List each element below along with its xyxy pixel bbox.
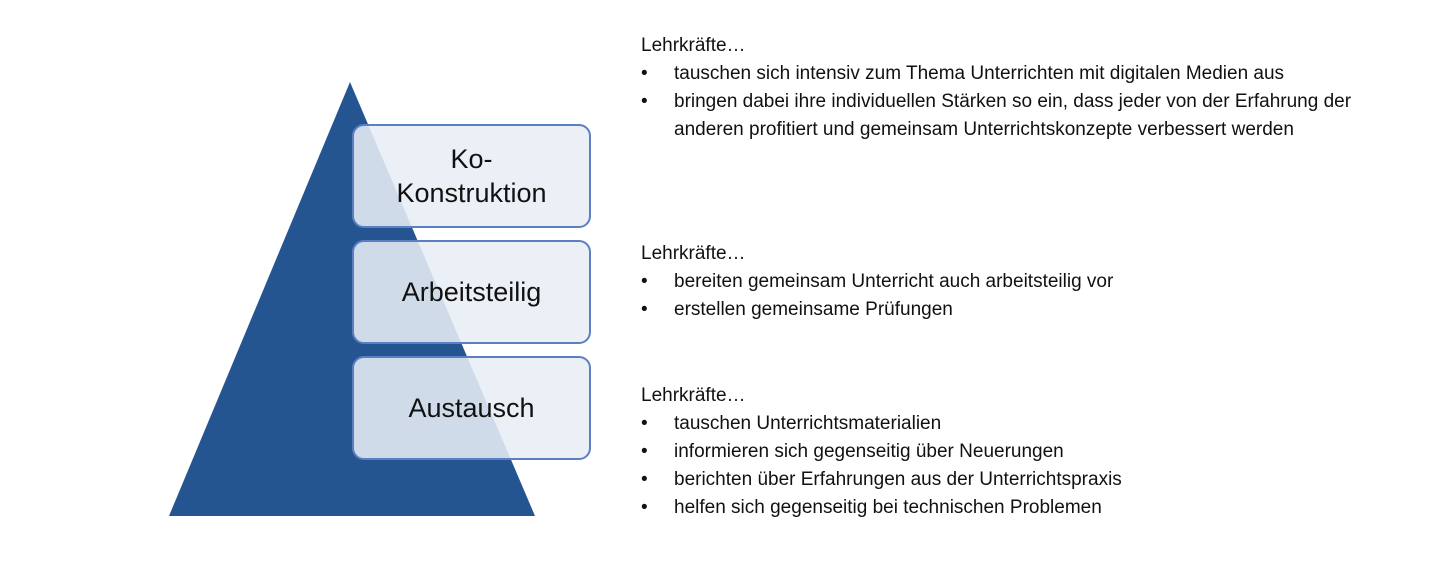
description-heading: Lehrkräfte… — [641, 35, 746, 56]
description-heading: Lehrkräfte… — [641, 385, 746, 406]
list-item — [641, 60, 1361, 88]
bullet-list — [641, 60, 1361, 144]
list-item-text: informieren sich gegenseitig über Neuerungen — [674, 441, 1064, 462]
bullet-list — [641, 410, 1361, 522]
list-item-text: tauschen Unterrichtsmaterialien — [674, 413, 942, 434]
list-item-text: erstellen gemeinsame Prüfungen — [674, 299, 953, 320]
bullet-icon: • — [641, 299, 648, 320]
list-item-text: helfen sich gegenseitig bei technischen Problemen — [674, 497, 1102, 518]
list-item — [641, 466, 1361, 494]
list-item — [641, 438, 1361, 466]
bullet-icon: • — [641, 469, 648, 490]
level-box-austausch — [352, 356, 591, 460]
list-item-text: berichten über Erfahrungen aus der Unterrichtspraxis — [674, 469, 1122, 490]
bullet-icon: • — [641, 271, 648, 292]
bullet-icon: • — [641, 91, 648, 112]
description-ko-konstruktion — [641, 32, 1361, 144]
description-austausch — [641, 382, 1361, 522]
list-item — [641, 296, 1361, 324]
list-item-text: bereiten gemeinsam Unterricht auch arbeitsteilig vor — [674, 271, 1114, 292]
level-label-ko-konstruktion — [396, 142, 546, 210]
list-item — [641, 494, 1361, 522]
list-item-text: bringen dabei ihre individuellen Stärken so ein, dass jeder von der Erfahrung der anderen profitiert und gemeinsam Unterrichtskonzepte verbessert werden — [674, 91, 1352, 140]
bullet-list — [641, 268, 1361, 324]
level-box-ko-konstruktion — [352, 124, 591, 228]
list-item — [641, 88, 1361, 144]
description-heading: Lehrkräfte… — [641, 243, 746, 264]
bullet-icon: • — [641, 497, 648, 518]
description-arbeitsteilig — [641, 240, 1361, 324]
list-item-text: tauschen sich intensiv zum Thema Unterrichten mit digitalen Medien aus — [674, 63, 1285, 84]
bullet-icon: • — [641, 413, 648, 434]
bullet-icon: • — [641, 63, 648, 84]
level-label-arbeitsteilig: Arbeitsteilig — [401, 277, 542, 307]
bullet-icon: • — [641, 441, 648, 462]
list-item — [641, 410, 1361, 438]
level-label-austausch: Austausch — [408, 393, 535, 423]
level-label-line: Ko- — [450, 144, 493, 174]
level-label-line: Konstruktion — [396, 178, 547, 208]
level-box-arbeitsteilig — [352, 240, 591, 344]
list-item — [641, 268, 1361, 296]
